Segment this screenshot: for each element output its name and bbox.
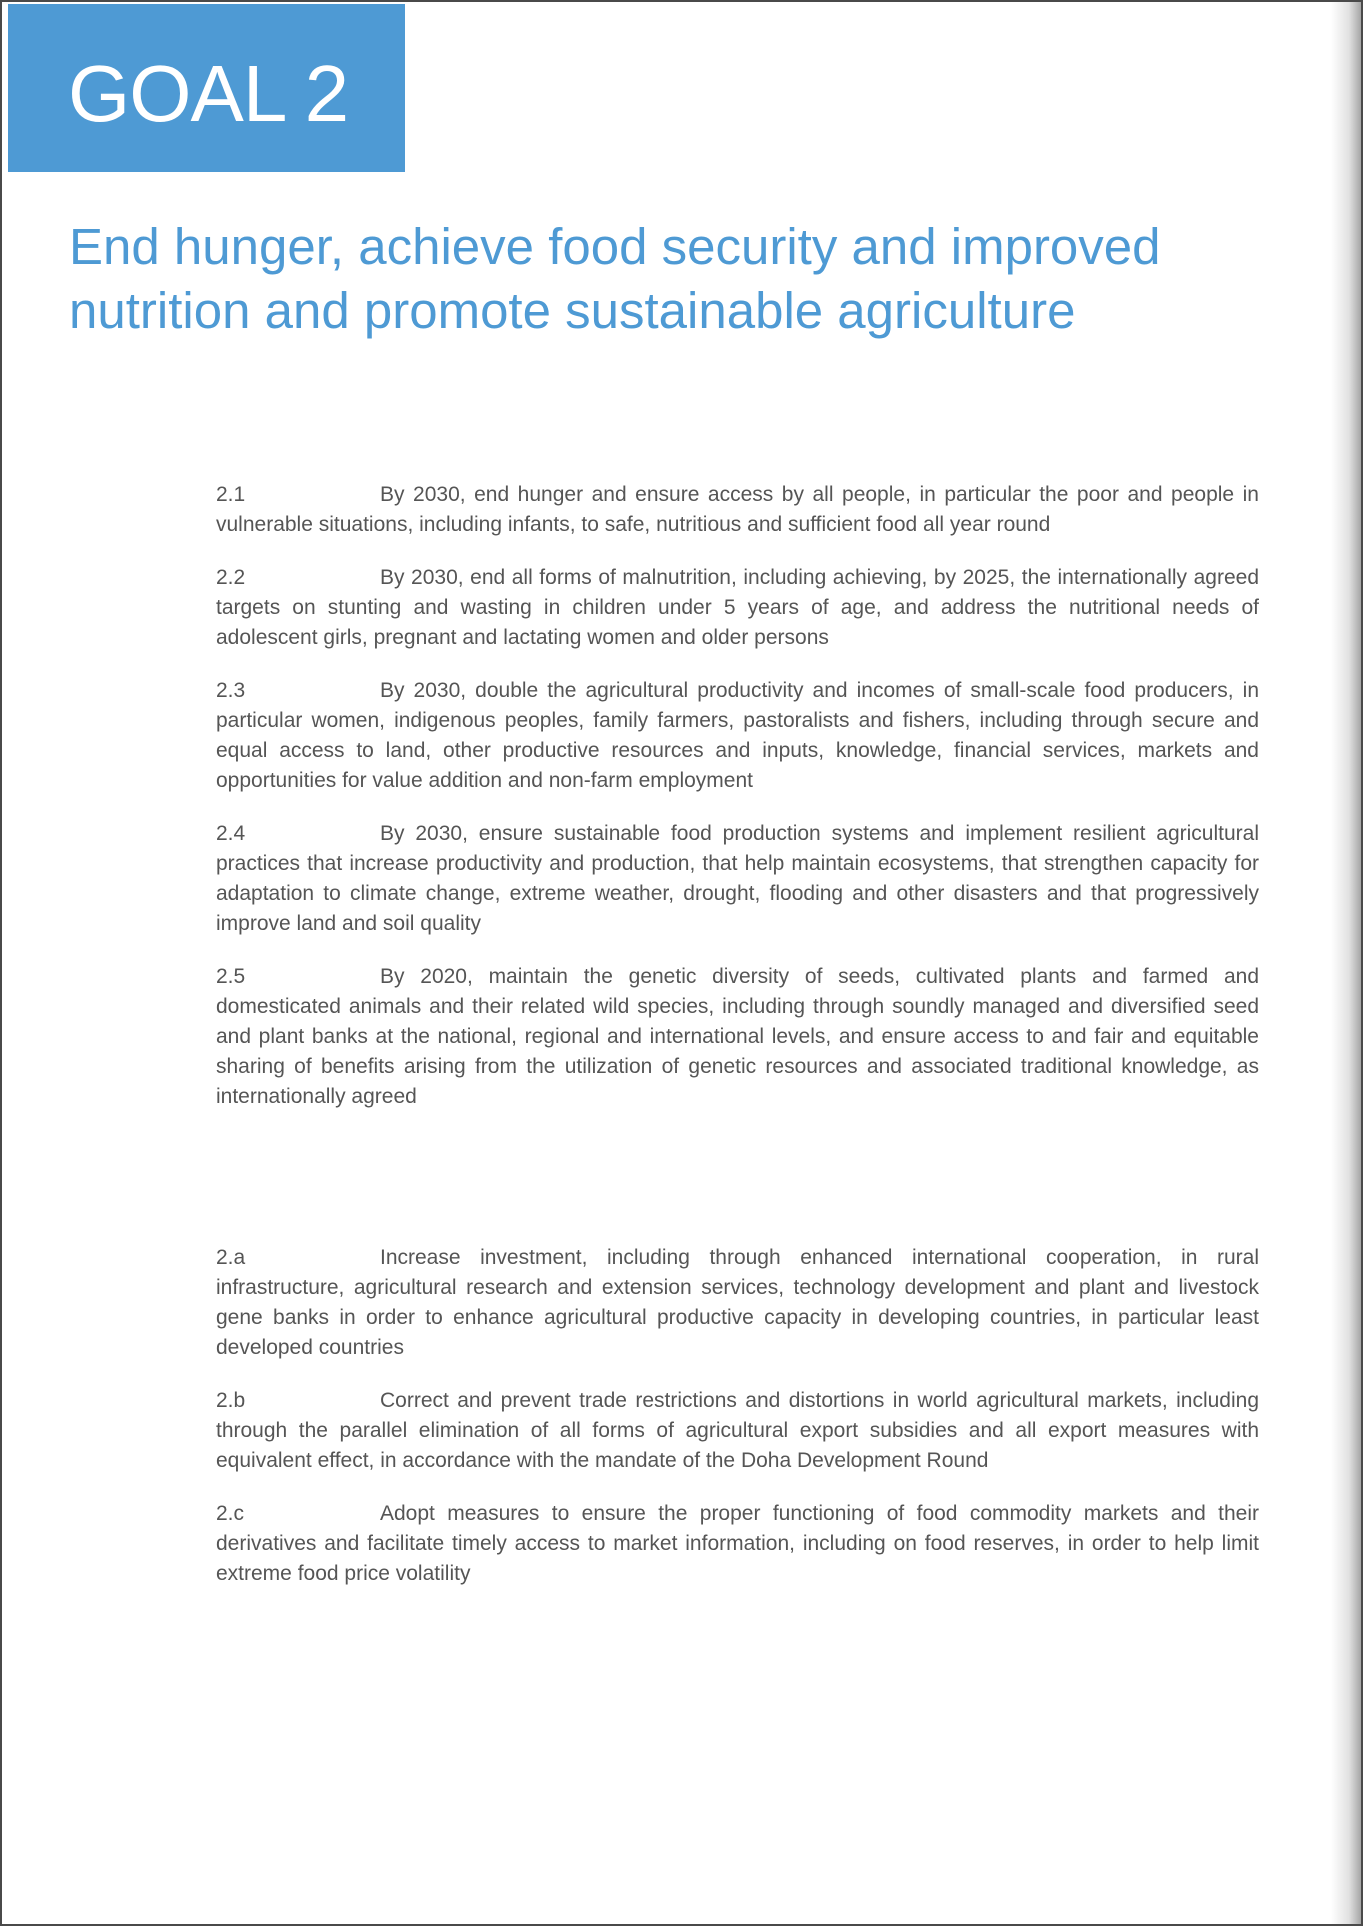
target-item (216, 962, 1259, 1112)
target-number: 2.b (216, 1389, 246, 1412)
goal-label: GOAL 2 (68, 49, 349, 138)
target-text: By 2030, end hunger and ensure access by all people, in particular the poor and people in vulnerable situations, including infants, to safe, nutritious and sufficient food all year round (216, 483, 1259, 536)
target-item (216, 676, 1259, 796)
target-item (216, 1243, 1259, 1363)
targets-list (216, 480, 1259, 1135)
target-item (216, 1499, 1259, 1589)
target-text: By 2030, end all forms of malnutrition, including achieving, by 2025, the internationally agreed targets on stunting and wasting in children under 5 years of age, and address the nutritional needs of adolescent girls, pregnant and lactating women and older persons (216, 566, 1259, 649)
target-text: By 2030, ensure sustainable food production systems and implement resilient agricultural practices that increase productivity and production, that help maintain ecosystems, that strengthen capacity for adaptation to climate change, extreme weather, drought, flooding and other disasters and that progressively improve land and soil quality (216, 822, 1259, 935)
target-text: Increase investment, including through enhanced international cooperation, in rural infrastructure, agricultural research and extension services, technology development and plant and livestock gene banks in order to enhance agricultural productive capacity in developing countries, in particular least developed countries (216, 1246, 1259, 1359)
target-text: Correct and prevent trade restrictions and distortions in world agricultural markets, including through the parallel elimination of all forms of agricultural export subsidies and all export measures with equivalent effect, in accordance with the mandate of the Doha Development Round (216, 1389, 1259, 1472)
means-of-implementation-list (216, 1243, 1259, 1612)
target-item (216, 1386, 1259, 1476)
goal-banner (8, 4, 405, 172)
target-number: 2.a (216, 1246, 246, 1269)
target-text: By 2030, double the agricultural productivity and incomes of small-scale food producers, in particular women, indigenous peoples, family farmers, pastoralists and fishers, including through secure and equal access to land, other productive resources and inputs, knowledge, financial services, markets and opportunities for value addition and non-farm employment (216, 679, 1259, 792)
target-number: 2.5 (216, 965, 246, 988)
target-number: 2.3 (216, 679, 246, 702)
target-item (216, 563, 1259, 653)
target-number: 2.c (216, 1502, 245, 1525)
target-item (216, 480, 1259, 540)
target-number: 2.4 (216, 822, 246, 845)
target-text: Adopt measures to ensure the proper functioning of food commodity markets and their derivatives and facilitate timely access to market information, including on food reserves, in order to help limit extreme food price volatility (216, 1502, 1259, 1585)
page-edge-shadow (1331, 2, 1361, 1924)
target-number: 2.2 (216, 566, 246, 589)
target-item (216, 819, 1259, 939)
goal-title: End hunger, achieve food security and improved nutrition and promote sustainable agriculture (69, 218, 1161, 339)
target-number: 2.1 (216, 483, 246, 506)
target-text: By 2020, maintain the genetic diversity of seeds, cultivated plants and farmed and domesticated animals and their related wild species, including through soundly managed and diversified seed and plant banks at the national, regional and international levels, and ensure access to and fair and equitable sharing of benefits arising from the utilization of genetic resources and associated traditional knowledge, as internationally agreed (216, 965, 1259, 1108)
